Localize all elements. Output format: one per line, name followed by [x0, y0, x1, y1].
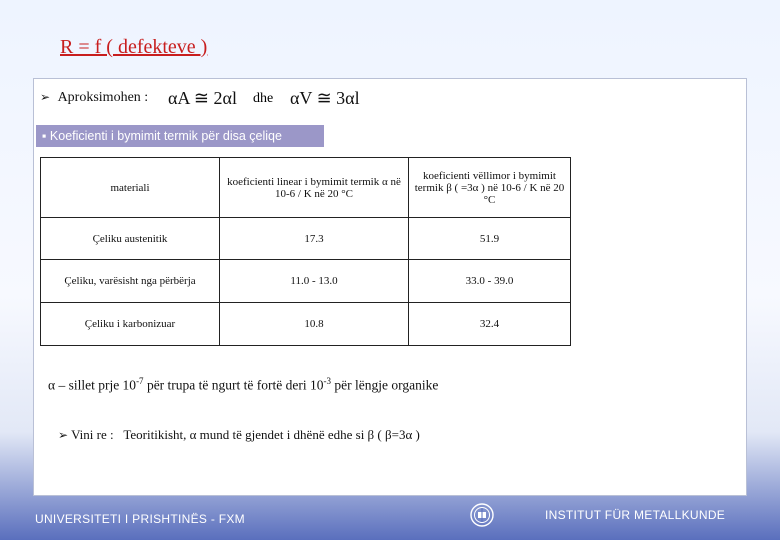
formula-alpha-a: [168, 88, 237, 109]
formula-alpha-v-text: αV ≅ 3αl: [290, 88, 360, 108]
note-suffix: për lëngje organike: [331, 377, 439, 393]
section-header-bar: ▪ Koeficienti i bymimit termik për disa çeliqe: [36, 125, 324, 147]
footer-university: UNIVERSITETI I PRISHTINËS - FXM: [35, 512, 245, 526]
vini-text: Teoritikisht, α mund të gjendet i dhënë edhe si β ( β=3α ): [123, 427, 420, 442]
cell-linear: 17.3: [220, 218, 409, 260]
alpha-range-note: [48, 376, 438, 394]
slide-title: R = f ( defekteve ): [60, 36, 208, 58]
header-linear-coefficient: koeficienti linear i bymimit termik α në 10-6 / K në 20 °C: [220, 158, 409, 218]
expansion-coefficient-table: [40, 157, 571, 346]
cell-material: Çeliku i karbonizuar: [41, 303, 220, 346]
arrow-bullet-icon: ➢: [58, 428, 69, 442]
table-header-row: [41, 158, 571, 218]
header-volume-coefficient: koeficienti vëllimor i bymimit termik β ( =3α ) në 10-6 / K në 20 °C: [409, 158, 571, 218]
table-row: [41, 218, 571, 260]
cell-volume: 51.9: [409, 218, 571, 260]
cell-linear: 11.0 - 13.0: [220, 260, 409, 303]
cell-material: Çeliku, varësisht nga përbërja: [41, 260, 220, 303]
table-row: [41, 303, 571, 346]
note-exponent-2: -3: [323, 376, 331, 386]
cell-material: Çeliku austenitik: [41, 218, 220, 260]
institute-logo-icon: [470, 503, 494, 527]
approximation-line: [40, 90, 148, 106]
footer-institute: INSTITUT FÜR METALLKUNDE: [545, 508, 726, 522]
arrow-bullet-icon: ➢: [40, 90, 51, 104]
cell-volume: 33.0 - 39.0: [409, 260, 571, 303]
cell-volume: 32.4: [409, 303, 571, 346]
note-middle: për trupa të ngurt të fortë deri 10: [143, 377, 324, 393]
header-material: materiali: [41, 158, 220, 218]
cell-linear: 10.8: [220, 303, 409, 346]
formula-alpha-a-text: αA ≅ 2αl: [168, 88, 237, 108]
connector-text: dhe: [253, 91, 274, 106]
table-row: [41, 260, 571, 303]
vini-re-line: [58, 427, 420, 443]
note-exponent-1: -7: [136, 376, 144, 386]
approximation-label: Aproksimohen :: [57, 90, 149, 105]
vini-label: Vini re :: [71, 427, 114, 442]
formula-alpha-v: [290, 88, 360, 109]
note-prefix: α – sillet prje 10: [48, 377, 137, 393]
